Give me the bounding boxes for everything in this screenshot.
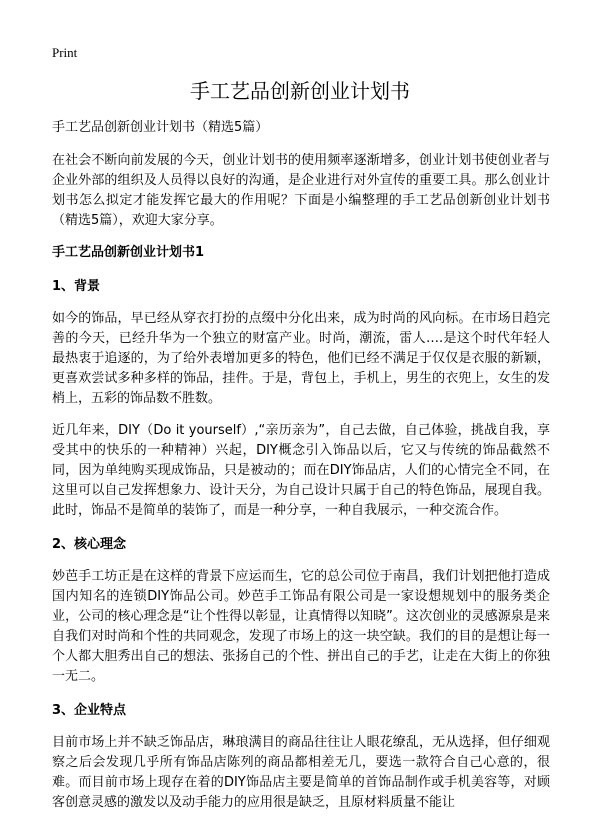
company-features-paragraph: 目前市场上并不缺乏饰品店，琳琅满目的商品往往让人眼花缭乱，无从选择，但仔细观察之后会发现几乎所有饰品店陈列的商品都相差无几，要选一款符合自己心意的，很难。而目前市场上现存在着的DIY饰品店主要是简单的首饰品制作或手机美容等，对顾客创意灵感的激发以及动手能力的应用很是缺乏，且原材料质量不能让 [52,735,550,810]
document-subtitle: 手工艺品创新创业计划书（精选5篇） [52,120,269,135]
document-body [52,118,550,825]
core-concept-paragraph: 妙芭手工坊正是在这样的背景下应运而生，它的总公司位于南昌，我们计划把他打造成国内知名的连锁DIY饰品公司。妙芭手工饰品有限公司是一家设想规划中的服务类企业，公司的核心理念是“让个性得以彰显，让真情得以知晓”。这次创业的灵感源泉是来自我们对时尚和个性的共同观念，发现了市场上的这一块空缺。我们的目的是想让每一个人都大胆秀出自己的想法、张扬自己的个性、拼出自己的手艺，让走在大街上的你独一无二。 [52,569,550,684]
intro-paragraph: 在社会不断向前发展的今天，创业计划书的使用频率逐渐增多，创业计划书使创业者与企业外部的组织及人员得以良好的沟通，是企业进行对外宣传的重要工具。那么创业计划书怎么拟定才能发挥它最大的作用呢？下面是小编整理的手工艺品创新创业计划书（精选5篇），欢迎大家分享。 [52,153,550,228]
section-heading-company-features: 3、企业特点 [52,703,127,718]
part-heading: 手工艺品创新创业计划书1 [52,245,205,260]
print-link[interactable]: Print [52,45,78,60]
background-paragraph-2: 近几年来，DIY（Do it yourself）,“亲历亲为”，自己去做，自己体验，挑战自我，享受其中的快乐的一种精神）兴起，DIY概念引入饰品以后，它又与传统的饰品截然不同，因为单纯购买现成饰品，只是被动的；而在DIY饰品店，人们的心情完全不同，在这里可以自己发挥想象力、设计天分，为自己设计只属于自己的特色饰品，展现自我。此时，饰品不是简单的装饰了，而是一种分享，一种自我展示，一种交流合作。 [52,423,550,518]
background-paragraph-1: 如今的饰品，早已经从穿衣打扮的点缀中分化出来，成为时尚的风向标。在市场日趋完善的今天，已经升华为一个独立的财富产业。时尚，潮流，雷人….是这个时代年轻人最热衷于追逐的，为了给外表增加更多的特色，他们已经不满足于仅仅是衣服的新颖，更喜欢尝试多种多样的饰品，挂件。于是，背包上，手机上，男生的衣兜上，女生的发梢上，五彩的饰品数不胜数。 [52,311,550,406]
section-heading-background: 1、背景 [52,279,101,294]
page-title: 手工艺品创新创业计划书 [190,79,410,103]
section-heading-core-concept: 2、核心理念 [52,537,127,552]
